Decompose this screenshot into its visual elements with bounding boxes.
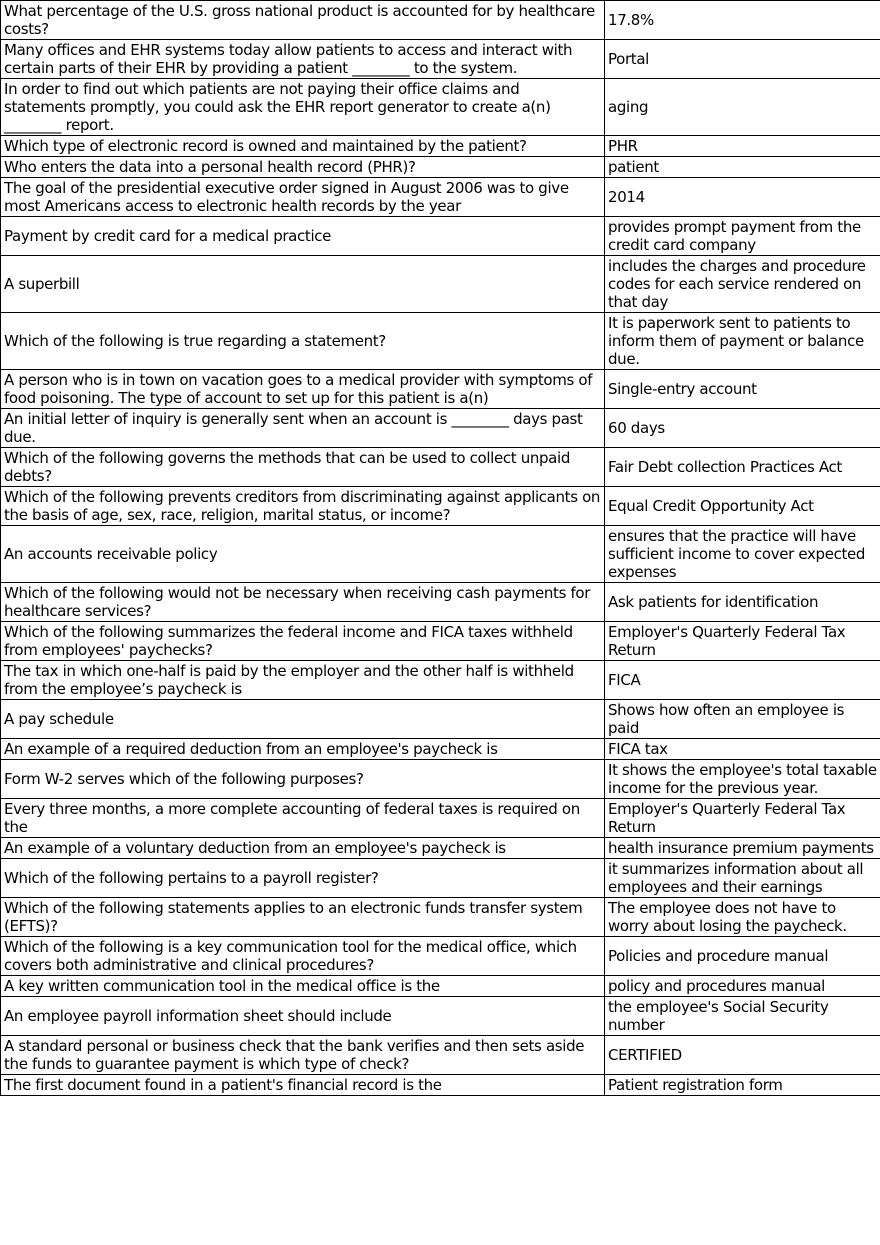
answer-cell: includes the charges and procedure codes for each service rendered on that day (605, 256, 880, 313)
question-cell: Form W-2 serves which of the following purposes? (1, 760, 605, 799)
question-cell: Which of the following governs the methods that can be used to collect unpaid debts? (1, 448, 605, 487)
answer-cell: Shows how often an employee is paid (605, 700, 880, 739)
question-cell: A superbill (1, 256, 605, 313)
table-row (1, 1036, 880, 1075)
table-row (1, 256, 880, 313)
table-row (1, 700, 880, 739)
question-cell: Which of the following statements applies to an electronic funds transfer system (EFTS)? (1, 898, 605, 937)
question-cell: The tax in which one-half is paid by the employer and the other half is withheld from the employee’s paycheck is (1, 661, 605, 700)
table-row (1, 526, 880, 583)
question-cell: The goal of the presidential executive order signed in August 2006 was to give most Americans access to electronic health records by the year (1, 178, 605, 217)
question-cell: Payment by credit card for a medical practice (1, 217, 605, 256)
answer-cell: Policies and procedure manual (605, 937, 880, 976)
question-cell: An accounts receivable policy (1, 526, 605, 583)
answer-cell: Employer's Quarterly Federal Tax Return (605, 799, 880, 838)
table-row (1, 448, 880, 487)
answer-cell: patient (605, 157, 880, 178)
answer-cell: health insurance premium payments (605, 838, 880, 859)
table-row (1, 313, 880, 370)
question-cell: An initial letter of inquiry is generally sent when an account is ________ days past due. (1, 409, 605, 448)
answer-cell: Patient registration form (605, 1075, 880, 1096)
table-row (1, 583, 880, 622)
table-row (1, 409, 880, 448)
table-row (1, 661, 880, 700)
answer-cell: aging (605, 79, 880, 136)
answer-cell: the employee's Social Security number (605, 997, 880, 1036)
answer-cell: Single-entry account (605, 370, 880, 409)
table-row (1, 760, 880, 799)
table-row (1, 136, 880, 157)
table-row (1, 898, 880, 937)
table-row (1, 487, 880, 526)
table-row (1, 79, 880, 136)
answer-cell: policy and procedures manual (605, 976, 880, 997)
table-row (1, 976, 880, 997)
question-cell: Many offices and EHR systems today allow patients to access and interact with certain parts of their EHR by providing a patient ________ to the system. (1, 40, 605, 79)
question-cell: In order to find out which patients are not paying their office claims and statements promptly, you could ask the EHR report generator to create a(n) ________ report. (1, 79, 605, 136)
qa-table-body (1, 1, 880, 1096)
table-row (1, 370, 880, 409)
answer-cell: PHR (605, 136, 880, 157)
question-cell: Which type of electronic record is owned and maintained by the patient? (1, 136, 605, 157)
question-cell: An employee payroll information sheet should include (1, 997, 605, 1036)
table-row (1, 1075, 880, 1096)
table-row (1, 739, 880, 760)
answer-cell: FICA (605, 661, 880, 700)
answer-cell: Ask patients for identification (605, 583, 880, 622)
question-cell: An example of a voluntary deduction from an employee's paycheck is (1, 838, 605, 859)
answer-cell: CERTIFIED (605, 1036, 880, 1075)
question-cell: An example of a required deduction from an employee's paycheck is (1, 739, 605, 760)
table-row (1, 157, 880, 178)
table-row (1, 1, 880, 40)
table-row (1, 622, 880, 661)
question-cell: A pay schedule (1, 700, 605, 739)
table-row (1, 937, 880, 976)
answer-cell: 60 days (605, 409, 880, 448)
answer-cell: Equal Credit Opportunity Act (605, 487, 880, 526)
table-row (1, 217, 880, 256)
question-cell: Which of the following is true regarding a statement? (1, 313, 605, 370)
question-cell: Which of the following would not be necessary when receiving cash payments for healthcare services? (1, 583, 605, 622)
question-cell: A person who is in town on vacation goes to a medical provider with symptoms of food poisoning. The type of account to set up for this patient is a(n) (1, 370, 605, 409)
question-cell: A key written communication tool in the medical office is the (1, 976, 605, 997)
answer-cell: it summarizes information about all employees and their earnings (605, 859, 880, 898)
table-row (1, 838, 880, 859)
table-row (1, 997, 880, 1036)
question-cell: Which of the following is a key communication tool for the medical office, which covers both administrative and clinical procedures? (1, 937, 605, 976)
question-cell: What percentage of the U.S. gross national product is accounted for by healthcare costs? (1, 1, 605, 40)
table-row (1, 799, 880, 838)
answer-cell: 17.8% (605, 1, 880, 40)
answer-cell: It shows the employee's total taxable income for the previous year. (605, 760, 880, 799)
answer-cell: Fair Debt collection Practices Act (605, 448, 880, 487)
answer-cell: Employer's Quarterly Federal Tax Return (605, 622, 880, 661)
question-cell: Who enters the data into a personal health record (PHR)? (1, 157, 605, 178)
question-cell: Which of the following pertains to a payroll register? (1, 859, 605, 898)
answer-cell: Portal (605, 40, 880, 79)
question-cell: Which of the following prevents creditors from discriminating against applicants on the basis of age, sex, race, religion, marital status, or income? (1, 487, 605, 526)
question-cell: Every three months, a more complete accounting of federal taxes is required on the (1, 799, 605, 838)
answer-cell: 2014 (605, 178, 880, 217)
question-cell: Which of the following summarizes the federal income and FICA taxes withheld from employees' paychecks? (1, 622, 605, 661)
answer-cell: ensures that the practice will have sufficient income to cover expected expenses (605, 526, 880, 583)
question-cell: The first document found in a patient's financial record is the (1, 1075, 605, 1096)
answer-cell: provides prompt payment from the credit card company (605, 217, 880, 256)
table-row (1, 859, 880, 898)
answer-cell: FICA tax (605, 739, 880, 760)
table-row (1, 40, 880, 79)
answer-cell: It is paperwork sent to patients to inform them of payment or balance due. (605, 313, 880, 370)
answer-cell: The employee does not have to worry about losing the paycheck. (605, 898, 880, 937)
table-row (1, 178, 880, 217)
question-cell: A standard personal or business check that the bank verifies and then sets aside the funds to guarantee payment is which type of check? (1, 1036, 605, 1075)
